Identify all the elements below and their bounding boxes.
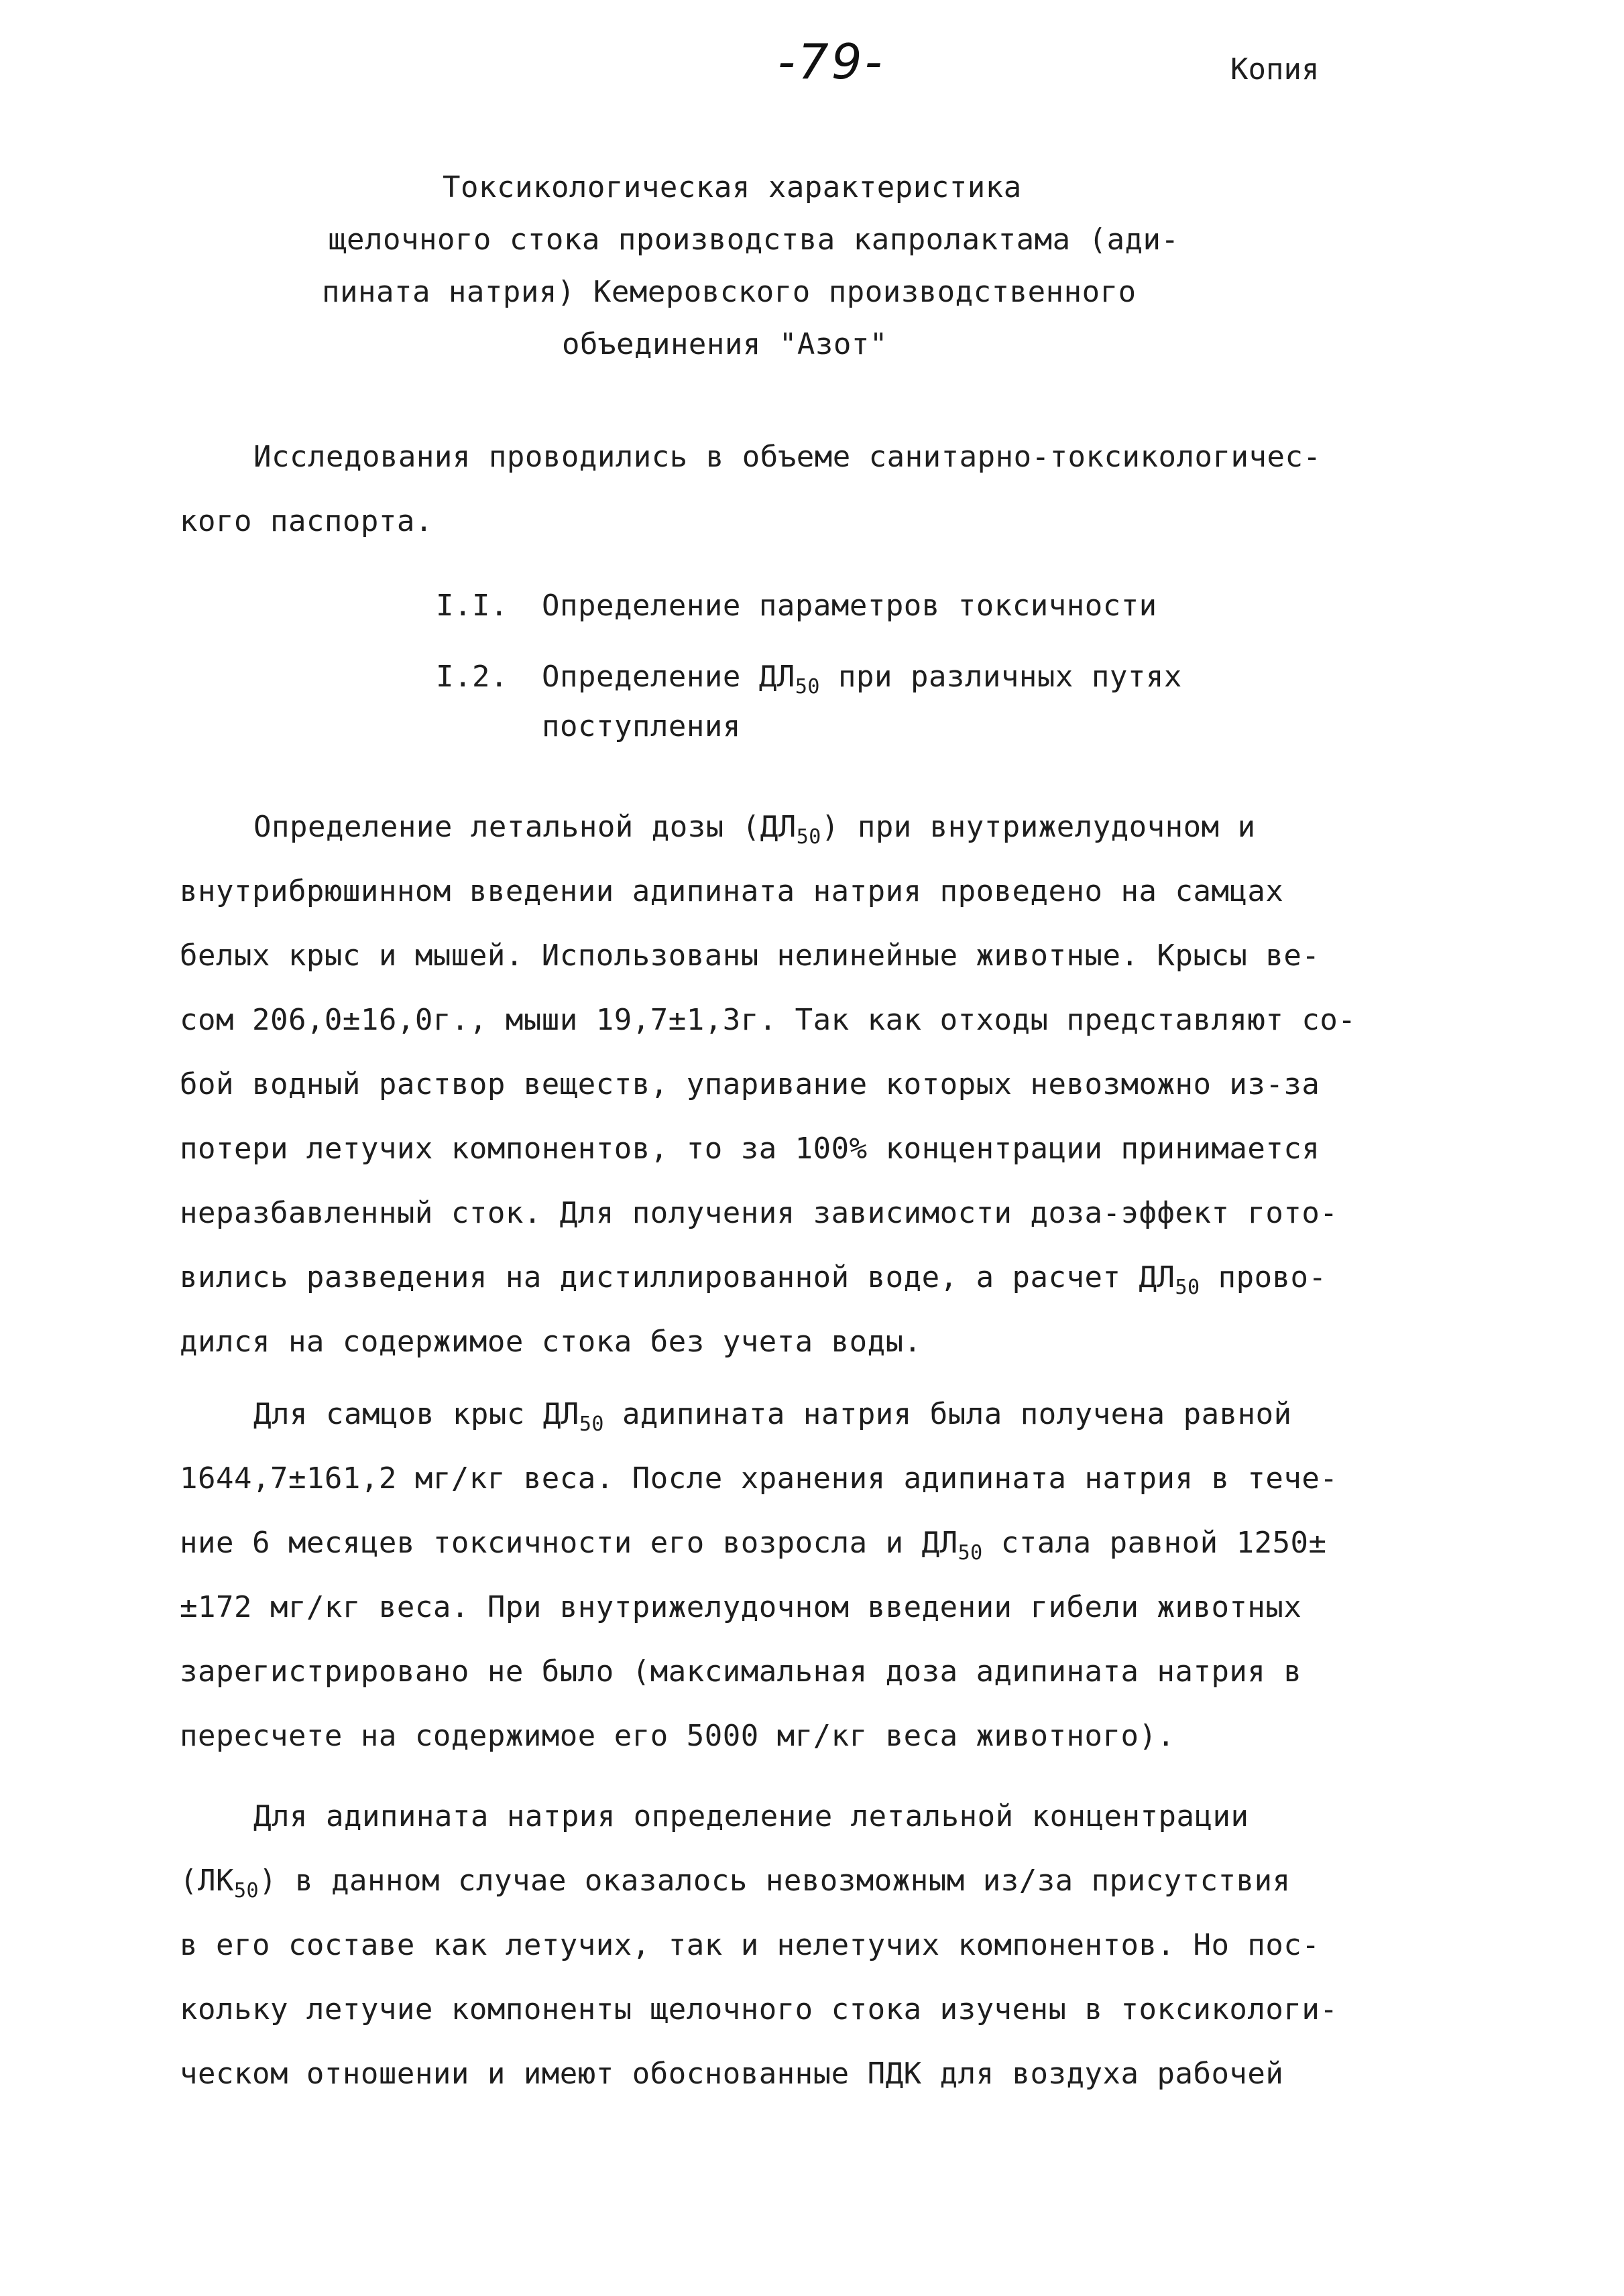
paragraph-line: потери летучих компонентов, то за 100% концентрации принимается bbox=[180, 1132, 1320, 1166]
paragraph-line: пересчете на содержимое его 5000 мг/кг веса животного). bbox=[180, 1719, 1175, 1753]
title-line: пината натрия) Кемеровского производственного bbox=[322, 275, 1137, 309]
paragraph-line: дился на содержимое стока без учета воды. bbox=[180, 1325, 922, 1359]
paragraph-line: в его составе как летучих, так и нелетучих компонентов. Но пос- bbox=[180, 1928, 1320, 1962]
outline-item-text: поступления bbox=[542, 709, 741, 743]
outline-item-text: Определение $ДЛ_{50}$ при различных путях bbox=[542, 660, 1182, 699]
copy-label: Копия bbox=[1230, 52, 1320, 86]
paragraph-line: $(ЛК_{50})$ в данном случае оказалось невозможным из/за присутствия bbox=[180, 1864, 1291, 1902]
paragraph-line: сом 206,0±16,0г., мыши 19,7±1,3г. Так как отходы представляют со- bbox=[180, 1003, 1356, 1037]
paragraph-line: ческом отношении и имеют обоснованные ПДК для воздуха рабочей bbox=[180, 2057, 1284, 2091]
paragraph-line: зарегистрировано не было (максимальная доза адипината натрия в bbox=[180, 1654, 1302, 1689]
outline-item-text: Определение параметров токсичности bbox=[542, 589, 1157, 623]
paragraph-line: бой водный раствор веществ, упаривание которых невозможно из-за bbox=[180, 1067, 1320, 1101]
paragraph-line: внутрибрюшинном введении адипината натрия проведено на самцах bbox=[180, 874, 1284, 908]
paragraph-line: кольку летучие компоненты щелочного стока изучены в токсикологи- bbox=[180, 1992, 1338, 2027]
paragraph-line: Для адипината натрия определение летальной концентрации bbox=[253, 1799, 1249, 1833]
title-line: объединения "Азот" bbox=[562, 327, 888, 361]
paragraph-line: неразбавленный сток. Для получения зависимости доза-эффект гото- bbox=[180, 1196, 1338, 1230]
page-number: -79- bbox=[778, 34, 885, 90]
outline-item-number: I.I. bbox=[436, 589, 508, 623]
title-line: Токсикологическая характеристика bbox=[443, 170, 1022, 204]
paragraph-line: белых крыс и мышей. Использованы нелинейные животные. Крысы ве- bbox=[180, 939, 1320, 973]
paragraph-line: Определение летальной дозы $(ДЛ_{50})$ при внутрижелудочном и bbox=[253, 810, 1256, 849]
title-line: щелочного стока производства капролактама (ади- bbox=[329, 223, 1179, 257]
paragraph-line: вились разведения на дистиллированной воде, а расчет $ДЛ_{50}$ прово- bbox=[180, 1260, 1327, 1299]
paragraph-line: ±172 мг/кг веса. При внутрижелудочном введении гибели животных bbox=[180, 1590, 1302, 1624]
outline-item-number: I.2. bbox=[436, 660, 508, 694]
intro-line: Исследования проводились в объеме санитарно-токсикологичес- bbox=[253, 440, 1322, 474]
paragraph-line: Для самцов крыс $ДЛ_{50}$ адипината натрия была получена равной bbox=[253, 1397, 1292, 1436]
paragraph-line: 1644,7±161,2 мг/кг веса. После хранения адипината натрия в тече- bbox=[180, 1461, 1338, 1496]
paragraph-line: ние 6 месяцев токсичности его возросла и $ДЛ_{50}$ стала равной 1250± bbox=[180, 1526, 1327, 1565]
intro-line: кого паспорта. bbox=[180, 504, 433, 538]
